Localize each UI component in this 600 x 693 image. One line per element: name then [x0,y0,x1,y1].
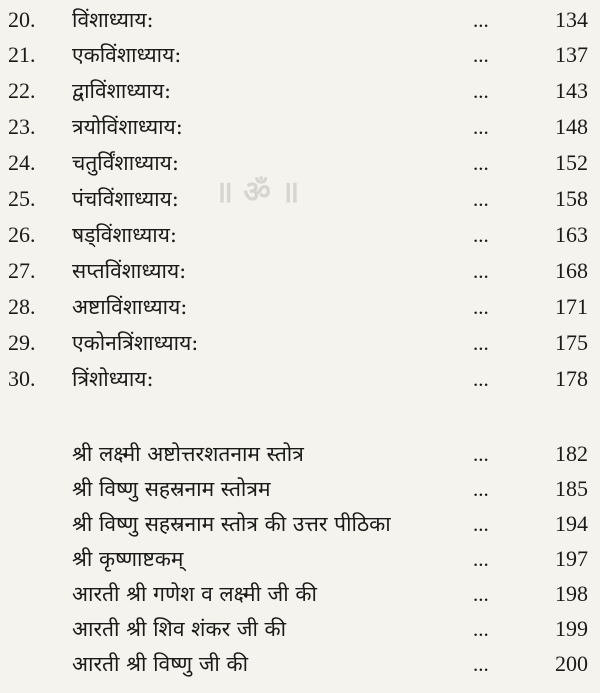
toc-row [0,254,600,288]
leader-dots: ... [473,295,489,319]
leader-dots: ... [473,477,489,501]
chapter-title: अष्टाविंशाध्याय: [72,295,188,319]
chapter-title: द्वाविंशाध्याय: [72,79,172,103]
page-number: 148 [555,114,588,139]
toc-row [0,146,600,180]
appendix-title: आरती श्री शिव शंकर जी की [72,617,287,641]
chapter-title: एकोनत्रिंशाध्याय: [72,331,199,355]
appendix-title: आरती श्री विष्णु जी की [72,652,249,676]
chapter-title: चतुर्विंशाध्याय: [72,151,179,175]
chapter-number: 27. [8,258,36,283]
appendix-title: श्री लक्ष्मी अष्टोत्तरशतनाम स्तोत्र [72,442,304,466]
chapter-number: 25. [8,186,36,211]
chapter-number: 23. [8,114,36,139]
chapter-number: 22. [8,78,36,103]
page-number: 178 [555,366,588,391]
show-through-watermark: ॥ ॐ ॥ [215,175,300,210]
toc-row [0,362,600,396]
leader-dots: ... [473,259,489,283]
chapter-number: 30. [8,366,36,391]
page-number: 158 [555,186,588,211]
toc-row [0,472,600,506]
leader-dots: ... [473,115,489,139]
chapter-title: पंचविंशाध्याय: [72,187,179,211]
chapter-number: 29. [8,330,36,355]
toc-row [0,612,600,646]
toc-row [0,507,600,541]
toc-row [0,577,600,611]
chapter-number: 20. [8,7,36,32]
chapter-title: सप्तविंशाध्याय: [72,259,187,283]
toc-row [0,38,600,72]
page-number: 137 [555,42,588,67]
toc-row [0,437,600,471]
leader-dots: ... [473,582,489,606]
leader-dots: ... [473,43,489,67]
chapter-title: त्रिंशोध्याय: [72,367,154,391]
leader-dots: ... [473,617,489,641]
page-number: 175 [555,330,588,355]
chapter-number: 28. [8,294,36,319]
page-number: 171 [555,294,588,319]
chapter-title: विंशाध्याय: [72,8,154,32]
leader-dots: ... [473,331,489,355]
toc-row [0,182,600,216]
page-number: 168 [555,258,588,283]
page-number: 163 [555,222,588,247]
toc-row [0,74,600,108]
leader-dots: ... [473,442,489,466]
page-number: 200 [555,651,588,676]
appendix-title: श्री विष्णु सहस्रनाम स्तोत्रम [72,477,271,501]
chapter-title: षड्विंशाध्याय: [72,223,177,247]
page-number: 152 [555,150,588,175]
page-number: 185 [555,476,588,501]
toc-row [0,542,600,576]
chapter-title: एकविंशाध्याय: [72,43,182,67]
appendix-title: आरती श्री गणेश व लक्ष्मी जी की [72,582,317,606]
page-number: 198 [555,581,588,606]
toc-row [0,218,600,252]
chapter-title: त्रयोविंशाध्याय: [72,115,183,139]
toc-row [0,110,600,144]
toc-row [0,647,600,681]
toc-row [0,326,600,360]
chapter-number: 21. [8,42,36,67]
toc-row [0,290,600,324]
toc-row [0,3,600,37]
appendix-title: श्री कृष्णाष्टकम् [72,547,184,571]
page-number: 199 [555,616,588,641]
leader-dots: ... [473,652,489,676]
leader-dots: ... [473,8,489,32]
page-number: 143 [555,78,588,103]
leader-dots: ... [473,223,489,247]
page-number: 197 [555,546,588,571]
leader-dots: ... [473,79,489,103]
chapter-number: 24. [8,150,36,175]
page-number: 134 [555,7,588,32]
chapter-number: 26. [8,222,36,247]
leader-dots: ... [473,547,489,571]
leader-dots: ... [473,187,489,211]
page-number: 194 [555,511,588,536]
leader-dots: ... [473,367,489,391]
page-number: 182 [555,441,588,466]
leader-dots: ... [473,512,489,536]
leader-dots: ... [473,151,489,175]
appendix-title: श्री विष्णु सहस्रनाम स्तोत्र की उत्तर पीठिका [72,512,391,536]
